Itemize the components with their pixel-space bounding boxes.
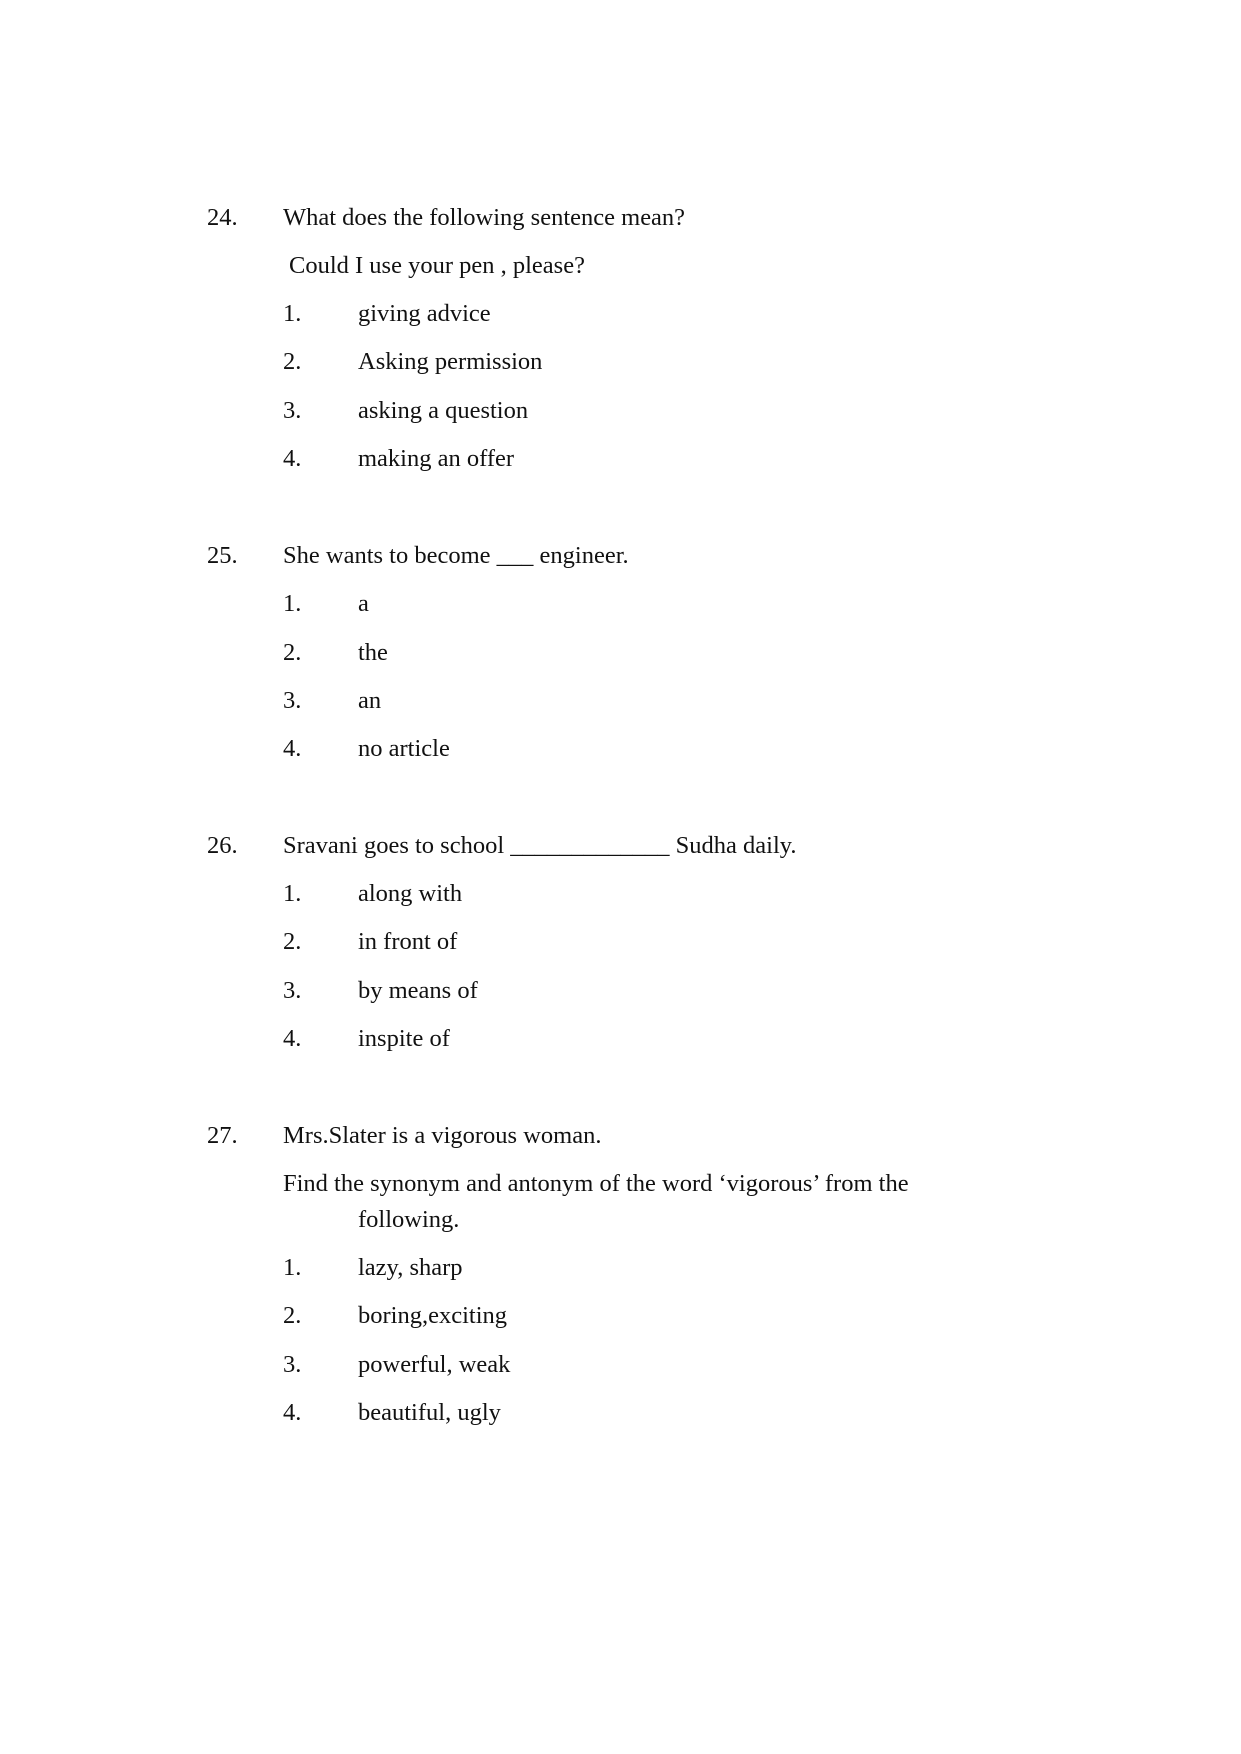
option-number: 2.	[283, 348, 302, 375]
question-instruction: Find the synonym and antonym of the word ‘vigorous’ from the	[283, 1170, 909, 1197]
option-text: in front of	[358, 928, 458, 955]
option-text: by means of	[358, 977, 478, 1004]
question-stem: Sravani goes to school _____________ Sudha daily.	[283, 832, 797, 859]
option-number: 3.	[283, 1351, 302, 1378]
option-number: 1.	[283, 590, 302, 617]
option-number: 4.	[283, 1025, 302, 1052]
option-text: giving advice	[358, 300, 491, 327]
option-number: 1.	[283, 880, 302, 907]
question-number: 27.	[207, 1122, 238, 1149]
option-text: making an offer	[358, 445, 515, 472]
question-instruction-continued: following.	[358, 1206, 460, 1233]
option-number: 4.	[283, 735, 302, 762]
option-text: no article	[358, 735, 450, 762]
option-number: 3.	[283, 977, 302, 1004]
option-text: lazy, sharp	[358, 1254, 463, 1281]
question-number: 25.	[207, 542, 238, 569]
option-number: 2.	[283, 1302, 302, 1329]
option-number: 2.	[283, 928, 302, 955]
question-stem: Mrs.Slater is a vigorous woman.	[283, 1122, 602, 1149]
option-text: beautiful, ugly	[358, 1399, 501, 1426]
option-text: Asking permission	[358, 348, 543, 375]
option-text: asking a question	[358, 397, 529, 424]
question-stem: What does the following sentence mean?	[283, 204, 686, 231]
question-stem: She wants to become ___ engineer.	[283, 542, 629, 569]
option-text: a	[358, 590, 369, 617]
option-number: 4.	[283, 1399, 302, 1426]
option-number: 1.	[283, 300, 302, 327]
question-number: 26.	[207, 832, 238, 859]
option-number: 3.	[283, 687, 302, 714]
option-number: 4.	[283, 445, 302, 472]
question-number: 24.	[207, 204, 238, 231]
question-sentence: Could I use your pen , please?	[289, 252, 585, 279]
option-text: an	[358, 687, 382, 714]
option-text: boring,exciting	[358, 1302, 508, 1329]
option-text: along with	[358, 880, 463, 907]
option-number: 2.	[283, 639, 302, 666]
option-text: powerful, weak	[358, 1351, 511, 1378]
option-text: the	[358, 639, 388, 666]
option-number: 3.	[283, 397, 302, 424]
option-number: 1.	[283, 1254, 302, 1281]
option-text: inspite of	[358, 1025, 450, 1052]
